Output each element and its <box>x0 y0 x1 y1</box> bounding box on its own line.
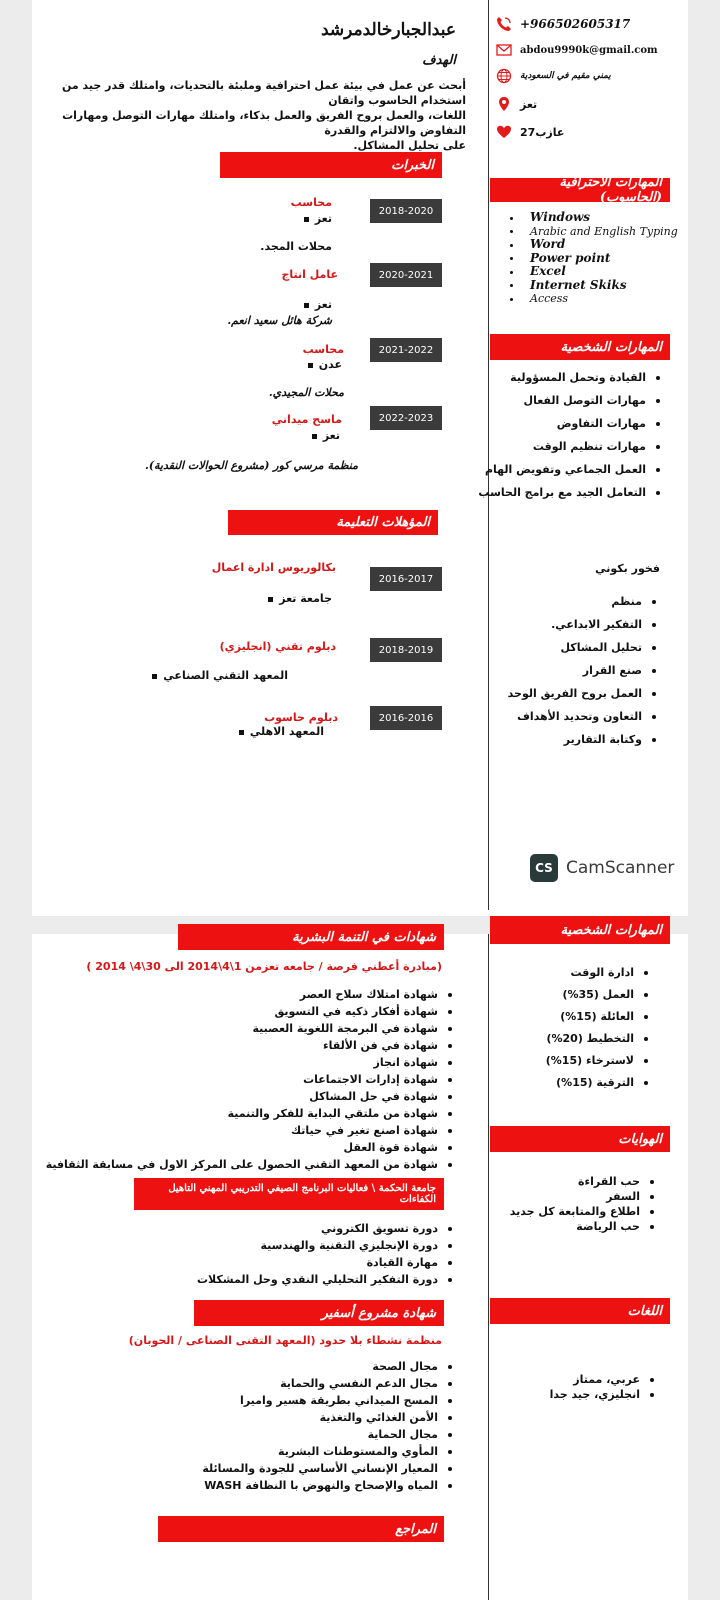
bullet-square <box>308 363 313 368</box>
job-place-text: تعز <box>314 298 332 311</box>
camscanner-watermark <box>530 854 674 882</box>
list-item: التفكير الابداعي. <box>508 613 660 636</box>
list-item: Internet Skiks <box>508 279 678 293</box>
list-item: وكتابة التقارير <box>508 728 660 751</box>
hr-certs-heading: شهادات في التنمة البشرية <box>178 924 444 950</box>
job-place-text: عدن <box>318 358 342 371</box>
job-place <box>306 429 340 442</box>
list-item: العمل بروح الفريق الوحد <box>508 682 660 705</box>
computer-skills-heading: المهارات الاحترافية (الحاسوب) <box>490 178 670 202</box>
list-item: ادارة الوقت <box>546 962 652 984</box>
list-item: تحليل المشاكل <box>508 636 660 659</box>
contact-phone <box>496 16 630 32</box>
list-item: المسح الميداني بطريقة هسير واميرا <box>202 1392 456 1409</box>
list-item: العمل الجماعي وتفويض الهام <box>478 458 664 481</box>
list-item: شهادة من المعهد التقني الحصول على المركز الاول في مسابقة الثقافية <box>46 1156 456 1173</box>
personal-skills-heading: المهارات الشخصية <box>490 334 670 360</box>
job-title: عامل انتاج <box>281 268 338 281</box>
objective-line: أبحث عن عمل في بيئة عمل احترافية وملبئة بالتحديات، وامتلك قدر جيد من استخدام الحاسوب واتقان <box>62 79 466 107</box>
email-address: abdou9990k@gmail.com <box>520 44 658 56</box>
personal-skills-list <box>478 366 664 504</box>
list-item: مهارة القيادة <box>197 1254 456 1271</box>
languages-list <box>550 1372 658 1402</box>
globe-icon <box>496 68 512 84</box>
resume-page-2 <box>32 922 688 1600</box>
bullet-square <box>268 597 273 602</box>
list-item: Word <box>508 238 678 252</box>
sphere-list <box>202 1358 456 1494</box>
phone-icon <box>496 16 512 32</box>
education-degree: دبلوم تقني (انجليزي) <box>219 640 336 653</box>
hobbies-list <box>510 1174 658 1234</box>
hikma-list <box>197 1220 456 1288</box>
list-item: المعيار الإنساني الأساسي للجودة والمسائلة <box>202 1460 456 1477</box>
bullet-square <box>312 434 317 439</box>
objective-text <box>26 78 466 153</box>
hr-certs-subtitle: (مبادرة أعطني فرصة / جامعه تعزمن 1\4\2014 الى 30\4\ 2014 ) <box>86 960 442 973</box>
job-company: محلات المجد. <box>260 240 332 253</box>
job-title: ماسح ميداني <box>271 413 342 426</box>
map-pin-icon <box>496 96 512 112</box>
list-item: Arabic and English Typing <box>508 225 678 239</box>
personal-skills-heading: المهارات الشخصية <box>490 916 670 944</box>
list-item: شهادة من ملتقي البداية للفكر والتنمية <box>46 1105 456 1122</box>
education-heading: المؤهلات التعليمة <box>228 510 438 535</box>
experience-heading: الخبرات <box>220 152 442 178</box>
contact-city <box>496 96 537 112</box>
hikma-heading: جامعة الحكمة \ فعاليات البرنامج الصيفي التدريبي المهني التاهيل الكفاءات <box>134 1178 444 1210</box>
status-text: 27عازب <box>520 125 565 139</box>
camscanner-logo-icon: CS <box>530 854 558 882</box>
list-item: Excel <box>508 265 678 279</box>
bullet-square <box>304 217 309 222</box>
list-item: شهادة إدارات الاجتماعات <box>46 1071 456 1088</box>
education-school-text: جامعة تعز <box>279 592 332 605</box>
job-place-text: تعز <box>314 212 332 225</box>
education-school-text: المعهد التقني الصناعي <box>163 669 288 682</box>
list-item: Windows <box>508 211 678 225</box>
job-place <box>298 298 332 311</box>
list-item: دورة التفكير التحليلي النقدي وحل المشكلات <box>197 1271 456 1288</box>
list-item: التعامل الجيد مع برامج الحاسب <box>478 481 664 504</box>
contact-email <box>496 42 658 58</box>
list-item: شهادة في البرمجة اللغوية العصبية <box>46 1020 456 1037</box>
education-school <box>262 592 332 605</box>
bullet-square <box>304 303 309 308</box>
envelope-icon <box>496 42 512 58</box>
hr-certs-list <box>46 986 456 1173</box>
list-item: مهارات التوصل الفعال <box>478 389 664 412</box>
education-degree: دبلوم حاسوب <box>264 711 338 724</box>
candidate-name: عبدالجبارخالدمرشد <box>320 20 456 40</box>
column-divider <box>488 934 489 1600</box>
resume-page-1 <box>32 0 688 916</box>
sphere-heading: شهادة مشروع أسفير <box>194 1300 444 1326</box>
heart-icon <box>496 124 512 140</box>
personal-skills-list <box>546 962 652 1094</box>
job-company: منظمة مرسي كور (مشروع الحوالات النقدية). <box>144 459 358 472</box>
list-item: مجال الصحة <box>202 1358 456 1375</box>
contact-status <box>496 124 564 140</box>
list-item: الترقية (15%) <box>546 1072 652 1094</box>
list-item: شهادة امتلاك سلاح العصر <box>46 986 456 1003</box>
list-item: العائلة (15%) <box>546 1006 652 1028</box>
list-item: صنع القرار <box>508 659 660 682</box>
job-date: 2022-2023 <box>370 406 442 430</box>
list-item: حب الرياضة <box>510 1219 658 1234</box>
list-item: شهادة أفكار ذكيه في التسويق <box>46 1003 456 1020</box>
list-item: الأمن الغذائي والتغذية <box>202 1409 456 1426</box>
job-place <box>298 212 332 225</box>
list-item: لاسترخاء (15%) <box>546 1050 652 1072</box>
education-school <box>233 725 324 738</box>
list-item: مهارات تنظيم الوقت <box>478 435 664 458</box>
job-date: 2020-2021 <box>370 263 442 287</box>
job-place <box>302 358 342 371</box>
list-item: التخطيط (20%) <box>546 1028 652 1050</box>
education-school-text: المعهد الاهلي <box>249 725 324 738</box>
education-school <box>146 669 288 682</box>
traits-title: فخور بكوني <box>595 562 660 575</box>
phone-number: +966502605317 <box>520 17 631 31</box>
camscanner-text: CamScanner <box>566 858 675 878</box>
objective-title: الهدف <box>422 53 456 68</box>
list-item: مهارات التفاوض <box>478 412 664 435</box>
list-item: مجال الحماية <box>202 1426 456 1443</box>
references-heading: المراجع <box>158 1516 444 1542</box>
education-date: 2016-2016 <box>370 706 442 730</box>
job-company: محلات المجيدي. <box>268 386 344 399</box>
list-item: منظم <box>508 590 660 613</box>
list-item: القيادة وتحمل المسؤولية <box>478 366 664 389</box>
education-date: 2016-2017 <box>370 567 442 591</box>
list-item: شهادة انجاز <box>46 1054 456 1071</box>
list-item: شهادة في حل المشاكل <box>46 1088 456 1105</box>
objective-line: على تحليل المشاكل. <box>353 139 466 152</box>
list-item: اطلاع والمتابعة كل جديد <box>510 1204 658 1219</box>
list-item: دورة تسويق الكتروني <box>197 1220 456 1237</box>
list-item: عربي، ممتاز <box>550 1372 658 1387</box>
list-item: العمل (35%) <box>546 984 652 1006</box>
list-item: التعاون وتحديد الأهداف <box>508 705 660 728</box>
list-item: حب القراءة <box>510 1174 658 1189</box>
list-item: شهادة في فن الألقاء <box>46 1037 456 1054</box>
education-degree: بكالوريوس ادارة اعمال <box>211 561 336 574</box>
hobbies-heading: الهوايات <box>490 1126 670 1152</box>
list-item: Power point <box>508 252 678 266</box>
job-title: محاسب <box>290 196 332 209</box>
education-date: 2018-2019 <box>370 638 442 662</box>
job-company: شركة هائل سعيد انعم. <box>227 314 332 327</box>
objective-line: اللغات، والعمل بروح الفريق والعمل بذكاء، وامتلك مهارات التوصل ومهارات التفاوض والالتزام والقدرة <box>62 109 466 137</box>
list-item: المأوي والمستوطنات البشرية <box>202 1443 456 1460</box>
list-item: المياه والإصحاح والنهوض با النظافة WASH <box>202 1477 456 1494</box>
list-item: شهادة اصنع تغير في حياتك <box>46 1122 456 1139</box>
list-item: شهادة قوة العقل <box>46 1139 456 1156</box>
job-title: محاسب <box>302 343 344 356</box>
traits-list <box>508 590 660 751</box>
list-item: السفر <box>510 1189 658 1204</box>
job-place-text: تعز <box>322 429 340 442</box>
computer-skills-list <box>508 211 678 306</box>
location-text: يمني مقيم في السعودية <box>520 71 611 81</box>
bullet-square <box>152 674 157 679</box>
list-item: انجليزي، جيد جدا <box>550 1387 658 1402</box>
languages-heading: اللغات <box>490 1298 670 1324</box>
city-text: تعز <box>520 97 538 111</box>
sphere-subtitle: منظمة نشطاء بلا حدود (المعهد التقنى الصناعى / الحوبان) <box>128 1334 442 1347</box>
list-item: Access <box>508 292 678 306</box>
job-date: 2021-2022 <box>370 338 442 362</box>
contact-location <box>496 68 611 84</box>
list-item: دورة الإنجليزي التقنية والهندسية <box>197 1237 456 1254</box>
bullet-square <box>239 730 244 735</box>
job-date: 2018-2020 <box>370 199 442 223</box>
list-item: مجال الدعم النفسي والحماية <box>202 1375 456 1392</box>
